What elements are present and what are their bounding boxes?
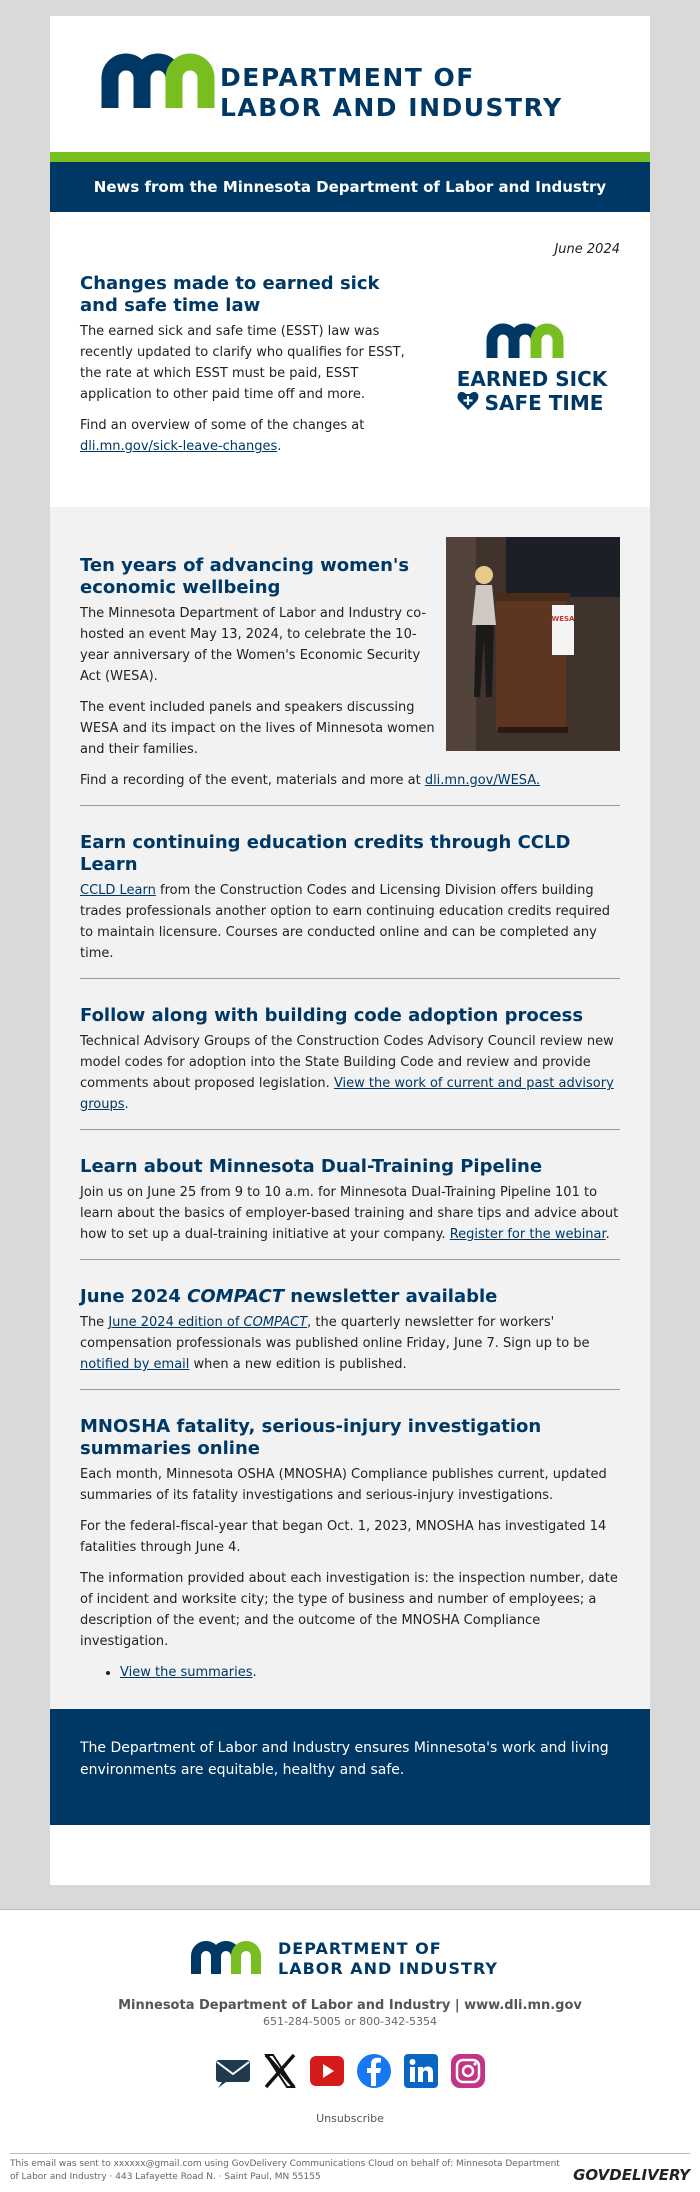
dli-logo xyxy=(50,16,650,152)
divider xyxy=(80,1259,620,1260)
esst-p2-suffix: . xyxy=(277,439,282,454)
ccld-title: Earn continuing education credits through CCLD Learn xyxy=(80,832,571,875)
notified-by-email-link[interactable]: notified by email xyxy=(80,1357,190,1372)
wesa-paragraph-2: The event included panels and speakers discussing WESA and its impact on the lives of Minnesota women and their families. xyxy=(80,700,435,757)
esst-paragraph-1: The earned sick and safe time (ESST) law was recently updated to clarify who qualifies for ESST, the rate at which ESST must be paid, ESST application to other paid time off and more. xyxy=(80,324,405,402)
mnosha-paragraph-3: The information provided about each investigation is: the inspection number, date of incident and worksite city; the type of business and number of employees; a description of the event; and the outcome of the MNOSHA Compliance investigation. xyxy=(80,1571,618,1649)
header-logo-area xyxy=(50,16,650,152)
compact-link-prefix: June 2024 edition of xyxy=(108,1315,244,1330)
wesa-p3-prefix: Find a recording of the event, materials and more at xyxy=(80,773,425,788)
view-summaries-link[interactable]: View the summaries xyxy=(120,1665,253,1680)
dual-training-title: Learn about Minnesota Dual-Training Pipeline xyxy=(80,1156,543,1177)
divider xyxy=(80,805,620,806)
code-title: Follow along with building code adoption process xyxy=(80,1005,584,1026)
wesa-link[interactable]: dli.mn.gov/WESA. xyxy=(424,773,541,788)
govdelivery-logo: GOVDELIVERY xyxy=(573,2166,690,2184)
podium-speaker-image xyxy=(446,537,620,751)
compact-title-italic: COMPACT xyxy=(187,1286,285,1307)
dual-training-article xyxy=(80,1156,620,1245)
mnosha-paragraph-1: Each month, Minnesota OSHA (MNOSHA) Compliance publishes current, updated summaries of its fatality investigations and serious-injury investigations. xyxy=(80,1467,607,1503)
logo-line-2: LABOR AND INDUSTRY xyxy=(220,93,563,122)
wesa-event-photo xyxy=(446,537,620,751)
ccld-paragraph xyxy=(80,880,620,964)
mnosha-list xyxy=(80,1662,620,1683)
code-paragraph xyxy=(80,1031,620,1115)
divider xyxy=(80,1129,620,1130)
advisory-groups-link[interactable]: View the work of current and past advisory groups xyxy=(80,1076,614,1112)
compact-edition-link[interactable] xyxy=(108,1315,307,1330)
esst-article xyxy=(80,273,420,457)
green-accent-bar xyxy=(50,152,650,162)
esst-link[interactable]: dli.mn.gov/sick-leave-changes xyxy=(80,439,278,454)
wesa-article xyxy=(80,537,620,791)
email-icon[interactable] xyxy=(214,2052,252,2090)
footer-phone-line: 651-284-5005 or 800-342-5354 xyxy=(262,2015,438,2028)
webinar-register-link[interactable]: Register for the webinar xyxy=(449,1227,606,1242)
legal-notice: This email was sent to xxxxxx@gmail.com using GovDelivery Communications Cloud on behalf of: Minnesota Department of Labor and Industry · 443 Lafayette Road N. · Saint Paul, MN 55155 xyxy=(10,2159,560,2182)
ccld-learn-link[interactable]: CCLD Learn xyxy=(80,883,156,898)
divider xyxy=(80,978,620,979)
facebook-icon[interactable] xyxy=(355,2052,393,2090)
news-banner: News from the Minnesota Department of Labor and Industry xyxy=(50,162,650,212)
wesa-body xyxy=(80,537,435,760)
linkedin-icon[interactable] xyxy=(402,2052,440,2090)
mnosha-paragraph-2: For the federal-fiscal-year that began Oct. 1, 2023, MNOSHA has investigated 14 fatalities through June 4. xyxy=(80,1519,607,1555)
podium-sign: WESA xyxy=(551,615,575,623)
wesa-paragraph-3 xyxy=(80,770,620,791)
compact-p-mid: , the quarterly newsletter for workers' compensation professionals was published online Friday, June 7. Sign up to be xyxy=(80,1315,590,1351)
esst-p2-prefix: Find an overview of some of the changes at xyxy=(80,418,365,433)
compact-p-the: The xyxy=(80,1315,109,1330)
instagram-icon[interactable] xyxy=(449,2052,487,2090)
esst-paragraph-2 xyxy=(80,415,420,457)
compact-paragraph xyxy=(80,1312,620,1375)
wesa-paragraph-1: The Minnesota Department of Labor and Industry co-hosted an event May 13, 2024, to celebrate the 10-year anniversary of the Women's Economic Security Act (WESA). xyxy=(80,606,427,684)
youtube-icon[interactable] xyxy=(308,2052,346,2090)
legal-divider xyxy=(10,2153,690,2154)
footer-logo-line-2: LABOR AND INDUSTRY xyxy=(278,1959,498,1978)
compact-title xyxy=(80,1286,620,1308)
compact-article xyxy=(80,1286,620,1375)
esst-logo-line-1: EARNED SICK xyxy=(456,367,608,391)
esst-logo-line-2: SAFE TIME xyxy=(484,391,604,415)
divider xyxy=(80,1389,620,1390)
wesa-title: Ten years of advancing women's economic wellbeing xyxy=(80,555,410,598)
mnosha-article xyxy=(80,1416,620,1683)
dual-p-suffix: . xyxy=(605,1227,610,1242)
compact-link-italic: COMPACT xyxy=(243,1315,308,1330)
footer-org-line: Minnesota Department of Labor and Industry | www.dli.mn.gov xyxy=(118,1998,582,2013)
dual-p-prefix: Join us on June 25 from 9 to 10 a.m. for Minnesota Dual-Training Pipeline 101 to learn about the basics of employer-based training and share tips and advice about how to set up a dual-training initiative at your company. xyxy=(80,1185,619,1242)
esst-title: Changes made to earned sick and safe time law xyxy=(80,273,380,316)
compact-title-prefix: June 2024 xyxy=(80,1286,188,1307)
unsubscribe-link[interactable]: Unsubscribe xyxy=(316,2112,384,2125)
footer-logo-line-1: DEPARTMENT OF xyxy=(278,1939,442,1958)
logo-line-1: DEPARTMENT OF xyxy=(220,63,475,92)
articles-section xyxy=(50,507,650,1709)
mission-statement: The Department of Labor and Industry ensures Minnesota's work and living environments are equitable, healthy and safe. xyxy=(80,1740,609,1778)
dual-training-paragraph xyxy=(80,1182,620,1245)
footer-dli-logo xyxy=(190,1934,510,1980)
x-icon[interactable] xyxy=(261,2052,299,2090)
code-p-prefix: Technical Advisory Groups of the Construction Codes Advisory Council review new model codes for adoption into the State Building Code and review and provide comments about proposed legislation. xyxy=(80,1034,614,1091)
footer-logo xyxy=(190,1934,510,1980)
mnosha-title: MNOSHA fatality, serious-injury investigation summaries online xyxy=(80,1416,542,1459)
ccld-article xyxy=(80,832,620,964)
code-article xyxy=(80,1005,620,1115)
esst-section xyxy=(50,212,650,507)
mission-banner xyxy=(50,1709,650,1825)
ccld-p-suffix: from the Construction Codes and Licensing Division offers building trades professionals another option to earn continuing education credits required to maintain licensure. Courses are conducted online and can be completed any time. xyxy=(80,883,611,961)
site-footer xyxy=(0,1909,700,2192)
compact-p-end: when a new edition is published. xyxy=(189,1357,407,1372)
esst-logo xyxy=(444,308,620,418)
list-item xyxy=(120,1662,620,1683)
mnosha-bullet-suffix: . xyxy=(252,1665,257,1680)
code-p-suffix: . xyxy=(124,1097,129,1112)
email-card xyxy=(50,16,650,1885)
issue-date: June 2024 xyxy=(554,242,620,257)
card-bottom-spacer xyxy=(50,1825,650,1885)
social-links xyxy=(0,2052,700,2090)
compact-title-suffix: newsletter available xyxy=(284,1286,498,1307)
